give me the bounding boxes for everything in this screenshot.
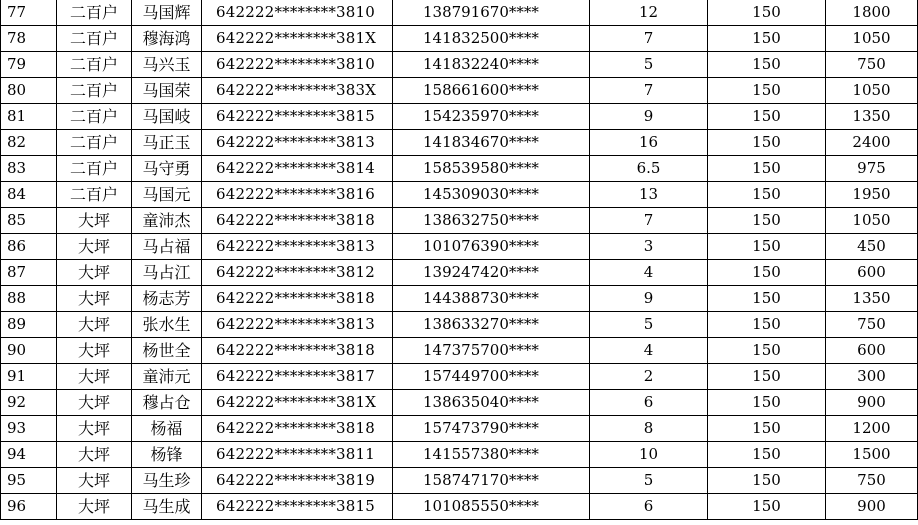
amount-cell: 1350	[826, 286, 918, 312]
person-name-cell: 张水生	[132, 312, 202, 338]
table-row	[1, 104, 918, 130]
id-number-cell: 642222********381X	[202, 26, 393, 52]
quantity-cell: 2	[590, 364, 708, 390]
id-number-cell: 642222********3819	[202, 468, 393, 494]
unit-price-cell: 150	[708, 416, 826, 442]
id-number-cell: 642222********3815	[202, 494, 393, 520]
person-name-cell: 马生成	[132, 494, 202, 520]
person-name-cell: 穆占仓	[132, 390, 202, 416]
row-number-cell: 91	[1, 364, 57, 390]
table-row	[1, 468, 918, 494]
row-number-cell: 94	[1, 442, 57, 468]
quantity-cell: 7	[590, 78, 708, 104]
id-number-cell: 642222********3811	[202, 442, 393, 468]
village-cell: 二百户	[57, 78, 132, 104]
quantity-cell: 16	[590, 130, 708, 156]
phone-cell: 141834670****	[393, 130, 590, 156]
row-number-cell: 80	[1, 78, 57, 104]
village-cell: 大坪	[57, 390, 132, 416]
row-number-cell: 93	[1, 416, 57, 442]
unit-price-cell: 150	[708, 312, 826, 338]
person-name-cell: 马生珍	[132, 468, 202, 494]
unit-price-cell: 150	[708, 390, 826, 416]
unit-price-cell: 150	[708, 0, 826, 26]
village-cell: 大坪	[57, 286, 132, 312]
village-cell: 大坪	[57, 312, 132, 338]
quantity-cell: 9	[590, 104, 708, 130]
village-cell: 二百户	[57, 156, 132, 182]
person-name-cell: 马正玉	[132, 130, 202, 156]
row-number-cell: 88	[1, 286, 57, 312]
quantity-cell: 6.5	[590, 156, 708, 182]
phone-cell: 158747170****	[393, 468, 590, 494]
person-name-cell: 童沛元	[132, 364, 202, 390]
unit-price-cell: 150	[708, 468, 826, 494]
id-number-cell: 642222********3813	[202, 130, 393, 156]
table-row	[1, 442, 918, 468]
id-number-cell: 642222********3810	[202, 0, 393, 26]
unit-price-cell: 150	[708, 104, 826, 130]
row-number-cell: 85	[1, 208, 57, 234]
phone-cell: 138635040****	[393, 390, 590, 416]
table-row	[1, 26, 918, 52]
village-cell: 二百户	[57, 0, 132, 26]
row-number-cell: 78	[1, 26, 57, 52]
quantity-cell: 4	[590, 338, 708, 364]
phone-cell: 154235970****	[393, 104, 590, 130]
phone-cell: 138791670****	[393, 0, 590, 26]
id-number-cell: 642222********3815	[202, 104, 393, 130]
unit-price-cell: 150	[708, 26, 826, 52]
id-number-cell: 642222********3818	[202, 208, 393, 234]
person-name-cell: 杨志芳	[132, 286, 202, 312]
id-number-cell: 642222********383X	[202, 78, 393, 104]
id-number-cell: 642222********3813	[202, 312, 393, 338]
row-number-cell: 84	[1, 182, 57, 208]
row-number-cell: 83	[1, 156, 57, 182]
phone-cell: 144388730****	[393, 286, 590, 312]
village-cell: 二百户	[57, 26, 132, 52]
quantity-cell: 5	[590, 468, 708, 494]
table-row	[1, 390, 918, 416]
id-number-cell: 642222********3817	[202, 364, 393, 390]
id-number-cell: 642222********381X	[202, 390, 393, 416]
amount-cell: 300	[826, 364, 918, 390]
phone-cell: 147375700****	[393, 338, 590, 364]
table-row	[1, 260, 918, 286]
table-row	[1, 364, 918, 390]
quantity-cell: 13	[590, 182, 708, 208]
row-number-cell: 81	[1, 104, 57, 130]
amount-cell: 1500	[826, 442, 918, 468]
quantity-cell: 7	[590, 26, 708, 52]
amount-cell: 1950	[826, 182, 918, 208]
unit-price-cell: 150	[708, 78, 826, 104]
village-cell: 大坪	[57, 494, 132, 520]
quantity-cell: 6	[590, 390, 708, 416]
person-name-cell: 穆海鸿	[132, 26, 202, 52]
person-name-cell: 杨世全	[132, 338, 202, 364]
id-number-cell: 642222********3818	[202, 416, 393, 442]
amount-cell: 1800	[826, 0, 918, 26]
village-cell: 二百户	[57, 104, 132, 130]
quantity-cell: 7	[590, 208, 708, 234]
village-cell: 大坪	[57, 442, 132, 468]
person-name-cell: 马占江	[132, 260, 202, 286]
quantity-cell: 5	[590, 312, 708, 338]
table-body	[1, 0, 918, 520]
phone-cell: 158539580****	[393, 156, 590, 182]
unit-price-cell: 150	[708, 208, 826, 234]
row-number-cell: 92	[1, 390, 57, 416]
person-name-cell: 杨福	[132, 416, 202, 442]
quantity-cell: 6	[590, 494, 708, 520]
amount-cell: 1050	[826, 78, 918, 104]
id-number-cell: 642222********3818	[202, 338, 393, 364]
phone-cell: 138633270****	[393, 312, 590, 338]
person-name-cell: 马国元	[132, 182, 202, 208]
person-name-cell: 马兴玉	[132, 52, 202, 78]
person-name-cell: 马国辉	[132, 0, 202, 26]
table-row	[1, 52, 918, 78]
unit-price-cell: 150	[708, 234, 826, 260]
unit-price-cell: 150	[708, 364, 826, 390]
unit-price-cell: 150	[708, 260, 826, 286]
village-cell: 大坪	[57, 338, 132, 364]
table-row	[1, 494, 918, 520]
amount-cell: 750	[826, 52, 918, 78]
id-number-cell: 642222********3816	[202, 182, 393, 208]
amount-cell: 1050	[826, 208, 918, 234]
amount-cell: 450	[826, 234, 918, 260]
phone-cell: 101085550****	[393, 494, 590, 520]
quantity-cell: 8	[590, 416, 708, 442]
amount-cell: 1350	[826, 104, 918, 130]
phone-cell: 138632750****	[393, 208, 590, 234]
village-cell: 大坪	[57, 364, 132, 390]
amount-cell: 1200	[826, 416, 918, 442]
person-name-cell: 马占福	[132, 234, 202, 260]
quantity-cell: 5	[590, 52, 708, 78]
amount-cell: 750	[826, 312, 918, 338]
person-name-cell: 杨锋	[132, 442, 202, 468]
phone-cell: 101076390****	[393, 234, 590, 260]
quantity-cell: 10	[590, 442, 708, 468]
row-number-cell: 82	[1, 130, 57, 156]
id-number-cell: 642222********3814	[202, 156, 393, 182]
table-row	[1, 182, 918, 208]
phone-cell: 141557380****	[393, 442, 590, 468]
quantity-cell: 3	[590, 234, 708, 260]
amount-cell: 1050	[826, 26, 918, 52]
row-number-cell: 89	[1, 312, 57, 338]
unit-price-cell: 150	[708, 156, 826, 182]
quantity-cell: 12	[590, 0, 708, 26]
row-number-cell: 87	[1, 260, 57, 286]
person-name-cell: 马守勇	[132, 156, 202, 182]
quantity-cell: 4	[590, 260, 708, 286]
table-row	[1, 416, 918, 442]
unit-price-cell: 150	[708, 494, 826, 520]
amount-cell: 600	[826, 338, 918, 364]
person-name-cell: 马国荣	[132, 78, 202, 104]
phone-cell: 157473790****	[393, 416, 590, 442]
table-row	[1, 286, 918, 312]
village-cell: 大坪	[57, 208, 132, 234]
table-row	[1, 312, 918, 338]
village-cell: 二百户	[57, 182, 132, 208]
id-number-cell: 642222********3813	[202, 234, 393, 260]
amount-cell: 900	[826, 390, 918, 416]
unit-price-cell: 150	[708, 130, 826, 156]
table-row	[1, 130, 918, 156]
person-name-cell: 童沛杰	[132, 208, 202, 234]
id-number-cell: 642222********3818	[202, 286, 393, 312]
table-row	[1, 0, 918, 26]
phone-cell: 141832500****	[393, 26, 590, 52]
unit-price-cell: 150	[708, 338, 826, 364]
village-cell: 大坪	[57, 260, 132, 286]
amount-cell: 900	[826, 494, 918, 520]
amount-cell: 975	[826, 156, 918, 182]
quantity-cell: 9	[590, 286, 708, 312]
table-row	[1, 234, 918, 260]
phone-cell: 145309030****	[393, 182, 590, 208]
phone-cell: 158661600****	[393, 78, 590, 104]
village-cell: 大坪	[57, 468, 132, 494]
id-number-cell: 642222********3810	[202, 52, 393, 78]
phone-cell: 141832240****	[393, 52, 590, 78]
row-number-cell: 90	[1, 338, 57, 364]
unit-price-cell: 150	[708, 286, 826, 312]
unit-price-cell: 150	[708, 182, 826, 208]
unit-price-cell: 150	[708, 52, 826, 78]
person-name-cell: 马国岐	[132, 104, 202, 130]
row-number-cell: 77	[1, 0, 57, 26]
row-number-cell: 79	[1, 52, 57, 78]
phone-cell: 139247420****	[393, 260, 590, 286]
table-row	[1, 338, 918, 364]
amount-cell: 750	[826, 468, 918, 494]
row-number-cell: 95	[1, 468, 57, 494]
table-row	[1, 78, 918, 104]
amount-cell: 2400	[826, 130, 918, 156]
row-number-cell: 96	[1, 494, 57, 520]
row-number-cell: 86	[1, 234, 57, 260]
unit-price-cell: 150	[708, 442, 826, 468]
table-row	[1, 208, 918, 234]
village-cell: 大坪	[57, 416, 132, 442]
id-number-cell: 642222********3812	[202, 260, 393, 286]
village-cell: 大坪	[57, 234, 132, 260]
village-cell: 二百户	[57, 130, 132, 156]
village-cell: 二百户	[57, 52, 132, 78]
amount-cell: 600	[826, 260, 918, 286]
table-row	[1, 156, 918, 182]
phone-cell: 157449700****	[393, 364, 590, 390]
